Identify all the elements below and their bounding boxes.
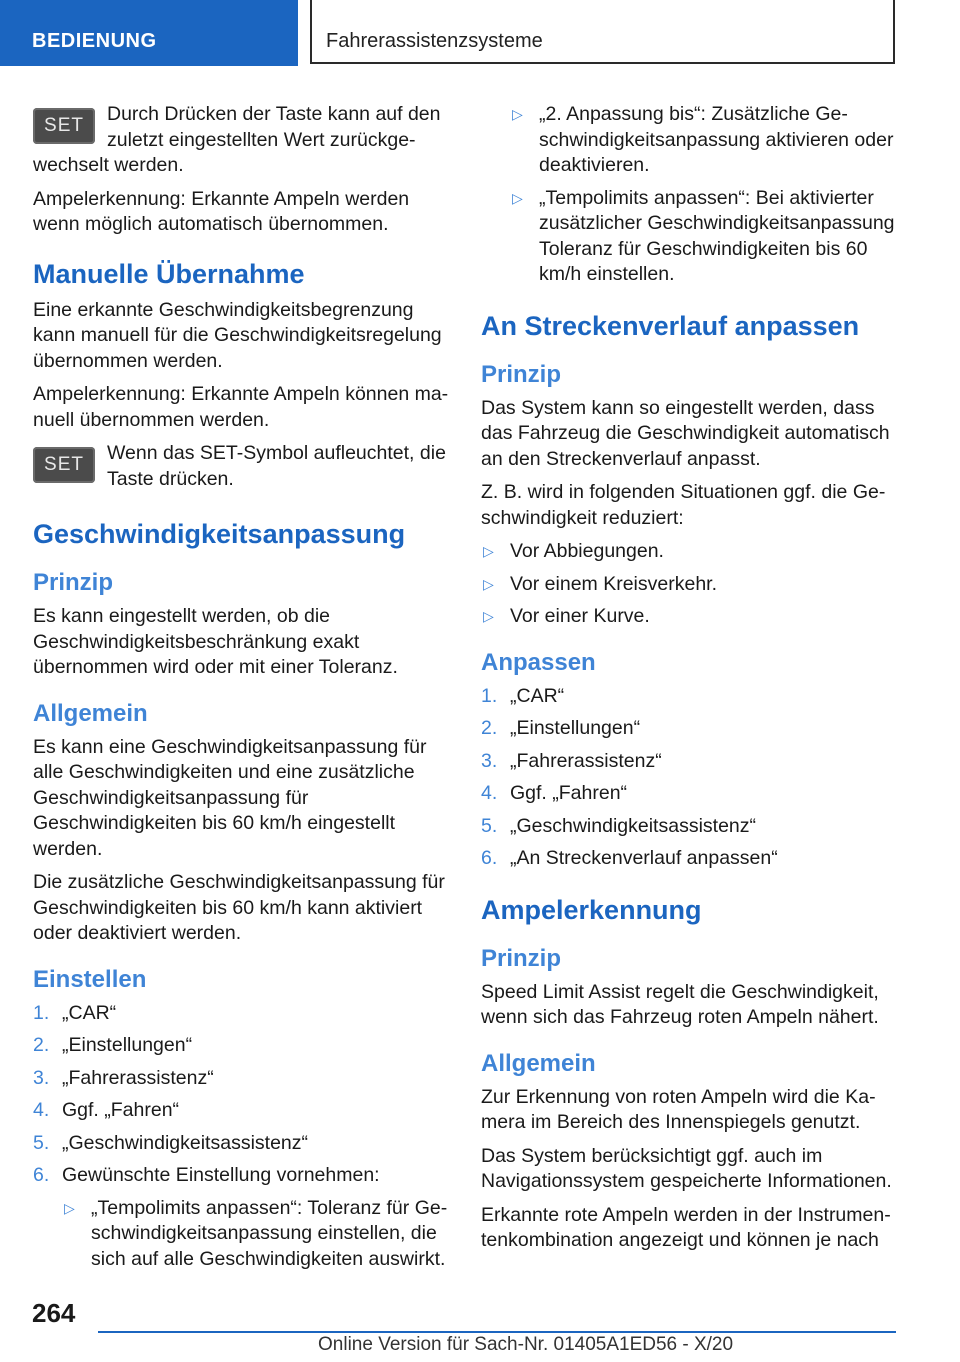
settings-steps — [33, 1001, 451, 1273]
list-item: 6. Gewünschte Einstellung vornehmen: ▷ „Tempolimits anpassen“: Toleranz für Geschwindigkeitsanpassung einstellen, die sich auf alle Geschwindigkeiten auswirkt. — [33, 1163, 451, 1272]
route-paragraph-2: Z. B. wird in folgenden Situationen ggf. die Geschwindigkeit reduziert: — [481, 481, 886, 529]
footer-text: Online Version für Sach-Nr. 01405A1ED56 - X/20 — [318, 1334, 734, 1355]
triangle-bullet-icon: ▷ — [64, 1199, 75, 1216]
triangle-bullet-icon: ▷ — [483, 575, 494, 592]
adjust-steps — [481, 684, 901, 872]
triangle-bullet-icon: ▷ — [512, 189, 523, 206]
general-paragraph-2: Die zusätzliche Geschwindigkeitsanpassung für Geschwindigkeiten bis 60 km/h kann aktiviert oder deaktiviert werden. — [33, 871, 445, 944]
heading-principle: Prinzip — [33, 569, 114, 596]
list-item: 4. Ggf. „Fahren“ — [33, 1099, 180, 1121]
right-column — [481, 102, 901, 1262]
left-column — [33, 102, 451, 1279]
heading-adjust: Anpassen — [481, 648, 596, 676]
route-paragraph-1: Das System kann so eingestellt werden, dass das Fahrzeug die Geschwindigkeit automatisch an den Streckenverlauf anpasst. — [481, 396, 890, 470]
set-press-block — [33, 441, 451, 492]
list-item: ▷ „2. Anpassung bis“: Zusätzliche Geschwindigkeitsanpassung aktivieren oder deaktivieren. — [512, 103, 894, 176]
heading-route: An Streckenverlauf anpassen — [481, 310, 860, 341]
triangle-bullet-icon: ▷ — [483, 543, 494, 559]
traffic-light-auto-text: Ampelerkennung: Erkannte Ampeln werden wenn möglich automatisch übernommen. — [33, 187, 410, 235]
set-return-block — [33, 102, 451, 179]
list-item: ▷ Vor einem Kreisverkehr. — [481, 572, 901, 598]
situation-list — [481, 539, 901, 630]
list-item: 4. Ggf. „Fahren“ — [481, 782, 628, 804]
page-header — [0, 0, 960, 66]
list-item: 1. „CAR“ — [481, 684, 565, 707]
manual-paragraph-1: Eine erkannte Geschwindigkeitsbegrenzung kann manuell für die Geschwindigkeitsregelung übernommen werden. — [33, 298, 442, 372]
list-item: 3. „Fahrerassistenz“ — [481, 749, 662, 772]
list-item: 2. „Einstellungen“ — [33, 1034, 193, 1056]
list-item: ▷ Vor einer Kurve. — [481, 604, 901, 630]
heading-route-principle: Prinzip — [481, 360, 562, 388]
footer-divider — [98, 1331, 896, 1333]
list-item: ▷ „Tempolimits anpassen“: Toleranz für Geschwindigkeitsanpassung einstellen, die sich auf alle Geschwindigkeiten auswirkt. — [64, 1196, 448, 1270]
traffic-principle-paragraph: Speed Limit Assist regelt die Geschwindigkeit, wenn sich das Fahrzeug roten Ampeln nähert. — [481, 980, 879, 1028]
set-return-text: Durch Drücken der Taste kann auf den zuletzt eingestellten Wert zurückgewechselt werden. — [33, 103, 441, 176]
sub-bullets — [62, 1196, 451, 1273]
list-item: 2. „Einstellungen“ — [481, 717, 641, 739]
section-tab: BEDIENUNG — [0, 0, 298, 66]
set-key-icon: SET — [33, 447, 95, 483]
heading-manual: Manuelle Übernahme — [33, 258, 305, 289]
manual-paragraph-2: Ampelerkennung: Erkannte Ampeln können manuell übernommen werden. — [33, 383, 449, 431]
general-paragraph-1: Es kann eine Geschwindigkeitsanpassung für alle Geschwindigkeiten und eine zusätzliche Geschwindigkeitsanpassung für Geschwindigkeiten bis 60 km/h eingestellt werden. — [33, 735, 427, 860]
heading-settings: Einstellen — [33, 965, 147, 993]
set-key-icon: SET — [33, 108, 95, 144]
heading-traffic-general: Allgemein — [481, 1049, 596, 1077]
traffic-general-paragraph-3: Erkannte rote Ampeln werden in der Instrumentenkombination angezeigt und können je nach — [481, 1203, 891, 1251]
chapter-title: Fahrerassistenzsysteme — [310, 0, 895, 64]
triangle-bullet-icon: ▷ — [483, 608, 494, 624]
heading-general: Allgemein — [33, 699, 148, 727]
traffic-general-paragraph-1: Zur Erkennung von roten Ampeln wird die Kamera im Bereich des Innenspiegels genutzt. — [481, 1085, 876, 1133]
triangle-bullet-icon: ▷ — [512, 106, 523, 122]
list-item: 6. „An Streckenverlauf anpassen“ — [481, 847, 778, 869]
principle-paragraph: Es kann eingestellt werden, ob die Geschwindigkeitsbeschränkung exakt übernommen wird oder mit einer Toleranz. — [33, 605, 398, 678]
list-item: ▷ „Tempolimits anpassen“: Bei aktivierter zusätzlicher Geschwindigkeitsanpassung Toleranz für Geschwindigkeiten bis 60 km/h einstellen. — [512, 186, 895, 285]
list-item: 1. „CAR“ — [33, 1001, 117, 1024]
heading-traffic-light: Ampelerkennung — [481, 894, 702, 925]
list-item: 5. „Geschwindigkeitsassistenz“ — [481, 814, 757, 837]
tolerance-bullets — [481, 102, 901, 288]
traffic-general-paragraph-2: Das System berücksichtigt ggf. auch im Navigationssystem gespeicherte Informationen. — [481, 1144, 892, 1192]
list-item: 5. „Geschwindigkeitsassistenz“ — [33, 1131, 309, 1154]
set-press-text: Wenn das SET-Symbol aufleuchtet, die Taste drücken. — [107, 442, 446, 490]
list-item: 3. „Fahrerassistenz“ — [33, 1066, 214, 1089]
heading-speed-adjustment: Geschwindigkeitsanpassung — [33, 519, 406, 549]
heading-traffic-principle: Prinzip — [481, 944, 562, 972]
page-number: 264 — [32, 1298, 76, 1328]
list-item: ▷ Vor Abbiegungen. — [481, 539, 901, 565]
